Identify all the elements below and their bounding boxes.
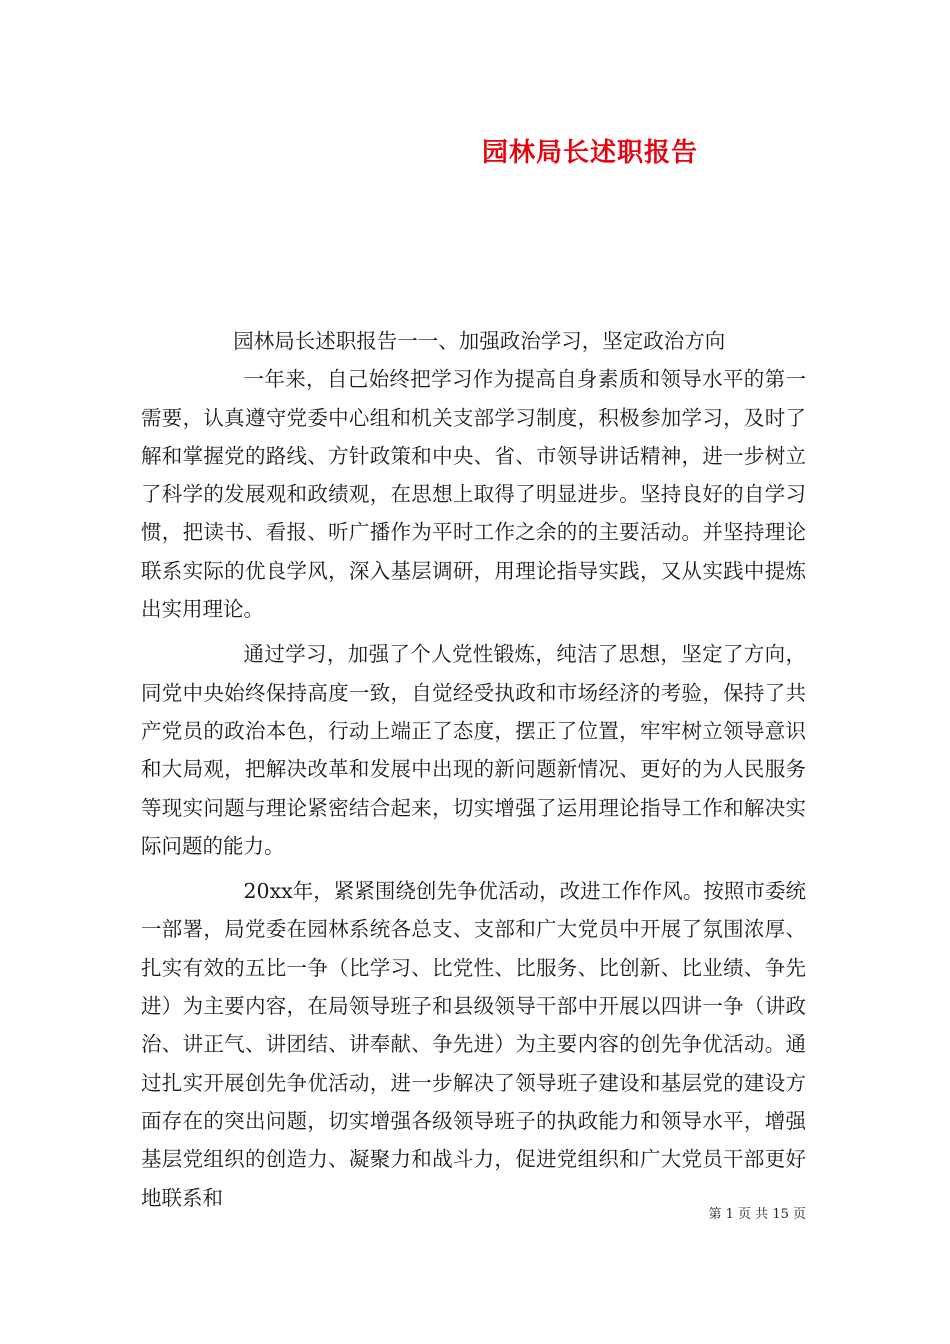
- paragraph: 通过学习，加强了个人党性锻炼，纯洁了思想，坚定了方向，同党中央始终保持高度一致，自觉经受执政和市场经济的考验，保持了共产党员的政治本色，行动上端正了态度，摆正了位置，牢牢树立领导意识和大局观，把解决改革和发展中出现的新问题新情况、更好的为人民服务等现实问题与理论紧密结合起来，切实增强了运用理论指导工作和解决实际问题的能力。: [141, 642, 806, 858]
- page-number: 第 1 页 共 15 页: [708, 1207, 806, 1222]
- document-body: [141, 322, 806, 1217]
- paragraph: 一年来，自己始终把学习作为提高自身素质和领导水平的第一需要，认真遵守党委中心组和机关支部学习制度，积极参加学习，及时了解和掌握党的路线、方针政策和中央、省、市领导讲话精神，进一步树立了科学的发展观和政绩观，在思想上取得了明显进步。坚持良好的自学习惯，把读书、看报、听广播作为平时工作之余的的主要活动。并坚持理论联系实际的优良学风，深入基层调研，用理论指导实践，又从实践中提炼出实用理论。: [141, 367, 806, 622]
- document-title: 园林局长述职报告: [481, 138, 698, 168]
- paragraph: 20xx年，紧紧围绕创先争优活动，改进工作作风。按照市委统一部署，局党委在园林系统各总支、支部和广大党员中开展了氛围浓厚、扎实有效的五比一争（比学习、比党性、比服务、比创新、比业绩、争先进）为主要内容，在局领导班子和县级领导干部中开展以四讲一争（讲政治、讲正气、讲团结、讲奉献、争先进）为主要内容的创先争优活动。通过扎实开展创先争优活动，进一步解决了领导班子建设和基层党的建设方面存在的突出问题，切实增强各级领导班子的执政能力和领导水平，增强基层党组织的创造力、凝聚力和战斗力，促进党组织和广大党员干部更好地联系和: [141, 879, 806, 1210]
- paragraph-heading: 园林局长述职报告一一、加强政治学习，坚定政治方向: [233, 329, 726, 353]
